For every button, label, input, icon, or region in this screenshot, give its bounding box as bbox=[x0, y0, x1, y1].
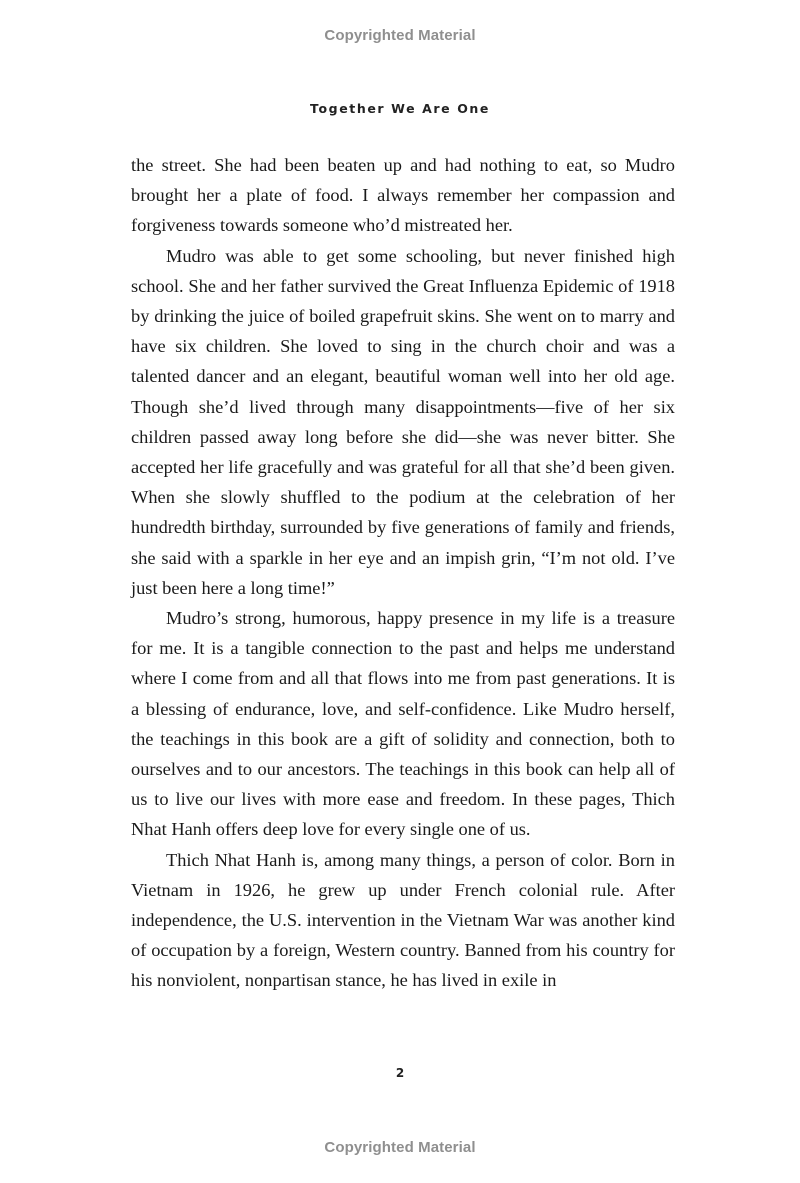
paragraph: the street. She had been beaten up and had nothing to eat, so Mudro brought her a plate of food. I always remember her compassion and forgiveness towards someone who’d mistreated her. bbox=[131, 155, 675, 236]
copyright-watermark-bottom: Copyrighted Material bbox=[324, 1139, 476, 1156]
paragraph: Mudro’s strong, humorous, happy presence in my life is a treasure for me. It is a tangible connection to the past and helps me understand where I come from and all that flows into me from past generations. It is a blessing of endurance, love, and self-confidence. Like Mudro herself, the teachings in this book are a gift of solidity and connection, both to ourselves and to our ancestors. The teachings in this book can help all of us to live our lives with more ease and freedom. In these pages, Thich Nhat Hanh offers deep love for every single one of us. bbox=[131, 608, 675, 840]
running-head: Together We Are One bbox=[310, 101, 490, 116]
copyright-watermark-top: Copyrighted Material bbox=[324, 27, 476, 44]
body-text bbox=[131, 150, 675, 996]
paragraph: Mudro was able to get some schooling, but never finished high school. She and her father survived the Great Influenza Epidemic of 1918 by drinking the juice of boiled grapefruit skins. She went on to marry and have six children. She loved to sing in the church choir and was a talented dancer and an elegant, beautiful woman well into her old age. Though she’d lived through many disappointments—five of her six children passed away long before she did—she was never bitter. She accepted her life gracefully and was grateful for all that she’d been given. When she slowly shuffled to the podium at the celebration of her hundredth birthday, surrounded by five generations of family and friends, she said with a sparkle in her eye and an impish grin, “I’m not old. I’ve just been here a long time!” bbox=[131, 245, 675, 598]
paragraph: Thich Nhat Hanh is, among many things, a person of color. Born in Vietnam in 1926, he grew up under French colonial rule. After independence, the U.S. intervention in the Vietnam War was another kind of occupation by a foreign, Western country. Banned from his country for his nonviolent, nonpartisan stance, he has lived in exile in bbox=[131, 849, 675, 991]
page-number: 2 bbox=[395, 1066, 405, 1080]
